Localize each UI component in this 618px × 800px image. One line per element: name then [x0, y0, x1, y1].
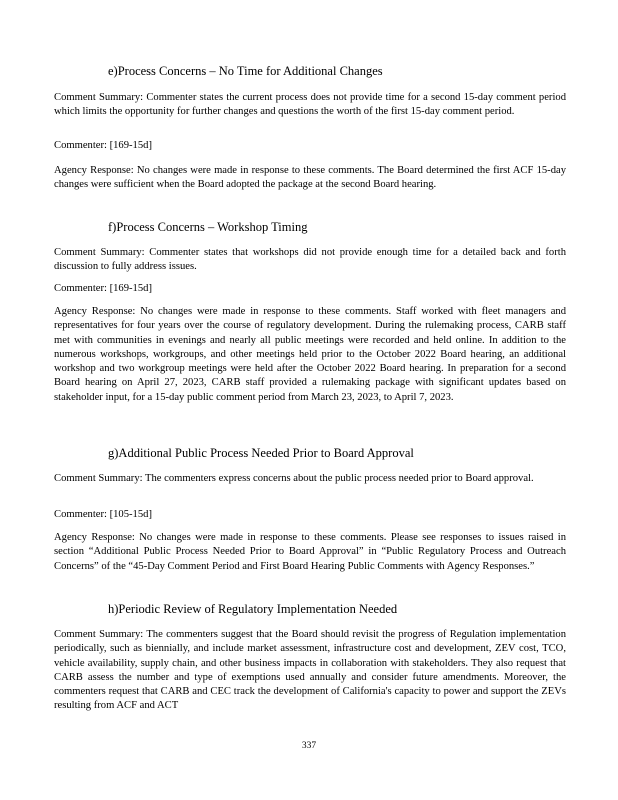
section-heading-e: e)Process Concerns – No Time for Additional Changes [108, 64, 383, 78]
comment-summary-g: Comment Summary: The commenters express concerns about the public process needed prior to Board approval. [54, 473, 534, 484]
commenter-f: Commenter: [169-15d] [54, 283, 152, 294]
agency-response-g: Agency Response: No changes were made in response to these comments. Please see responses to issues raised in section “Additional Public Process Needed Prior to Board Approval” in “Public Regulatory Process and Outreach Concerns” of the “45-Day Comment Period and First Board Hearing Public Comments with Agency Responses.” [54, 532, 566, 572]
agency-response-f: Agency Response: No changes were made in response to these comments. Staff worked with fleet managers and representatives for four years over the course of regulatory development. During the rulemaking process, CARB staff met with communities in evenings and nearly all public meetings were recorded and held online. In addition to the numerous workshops, workgroups, and other meetings held prior to the October 2022 Board hearing, an additional workshop and two workgroup meetings were held after the October 2022 Board hearing. In preparation for a second Board hearing on April 27, 2023, CARB staff provided a rulemaking package with significant updates based on stakeholder input, for a 15-day public comment period from March 23, 2023, to April 7, 2023. [54, 306, 566, 403]
page-number: 337 [301, 741, 317, 751]
agency-response-e: Agency Response: No changes were made in response to these comments. The Board determined the first ACF 15-day changes were sufficient when the Board adopted the package at the second Board hearing. [54, 165, 566, 191]
comment-summary-e: Comment Summary: Commenter states the current process does not provide time for a second 15-day comment period which limits the opportunity for further changes and questions the worth of the first 15-day comment period. [54, 92, 566, 118]
section-heading-h: h)Periodic Review of Regulatory Implementation Needed [108, 602, 398, 616]
section-heading-g: g)Additional Public Process Needed Prior to Board Approval [108, 446, 414, 460]
comment-summary-h: Comment Summary: The commenters suggest that the Board should revisit the progress of Regulation implementation periodically, such as biennially, and include market assessment, infrastructure cost and development, ZEV cost, TCO, vehicle availability, supply chain, and other business impacts in collaboration with stakeholders. They also request that CARB assess the number and type of exemptions used annually and consider future amendments. Moreover, the commenters request that CARB and CEC track the development of California's capacity to power and support the ZEVs resulting from ACF and ACT [54, 629, 566, 712]
commenter-e: Commenter: [169-15d] [54, 140, 152, 151]
commenter-g: Commenter: [105-15d] [54, 509, 152, 520]
comment-summary-f: Comment Summary: Commenter states that workshops did not provide enough time for a detailed back and forth discussion to fully address issues. [54, 247, 566, 273]
section-heading-f: f)Process Concerns – Workshop Timing [108, 220, 308, 234]
